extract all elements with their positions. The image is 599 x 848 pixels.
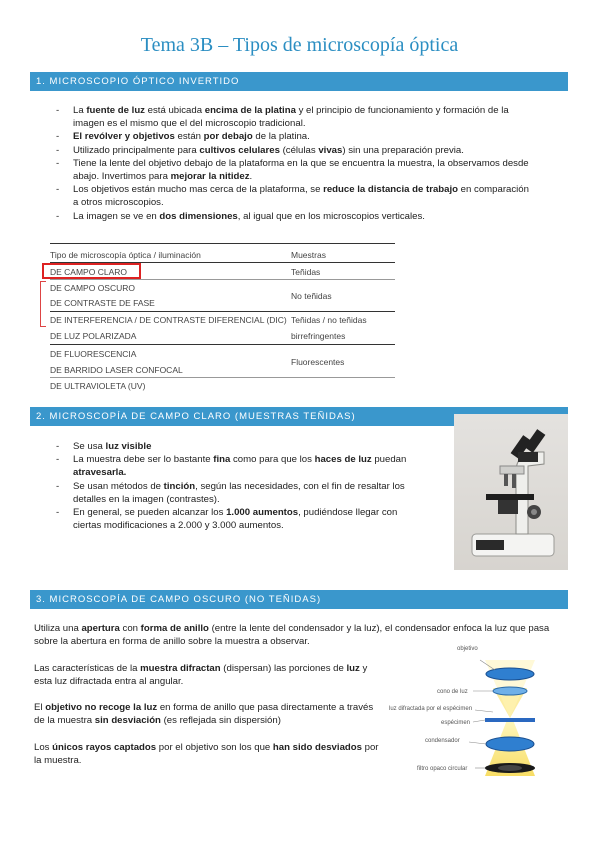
- table-header-type: Tipo de microscopía óptica / iluminación: [50, 250, 201, 260]
- list-item: - Se usan métodos de tinción, según las necesidades, con el fin de resaltar los detalles en la imagen (contrastes).: [56, 480, 426, 506]
- table-cell: DE CAMPO CLARO: [50, 267, 127, 277]
- dark-field-diagram: [385, 640, 570, 785]
- paragraph: Utiliza una apertura con forma de anillo (entre la lente del condensador y la luz), el condensador enfoca la luz que pasa sobre la abertura en forma de anillo sobre la muestra a observar.: [34, 623, 550, 648]
- table-cell: DE CONTRASTE DE FASE: [50, 298, 155, 308]
- table-cell: DE INTERFERENCIA / DE CONTRASTE DIFERENCIAL (DIC): [50, 315, 287, 325]
- list-item: - El revólver y objetivos están por debajo de la platina.: [56, 130, 534, 143]
- table-cell: DE CAMPO OSCURO: [50, 283, 136, 293]
- table-rule: [50, 344, 395, 345]
- table-cell: DE ULTRAVIOLETA (UV): [50, 381, 146, 391]
- list-item: - La fuente de luz está ubicada encima de la platina y el principio de funcionamiento y formación de la imagen es el mismo que el del microscopio tradicional.: [56, 104, 534, 130]
- table-cell: Fluorescentes: [291, 357, 345, 367]
- label-cono: cono de luz: [437, 689, 468, 695]
- microscope-photo: [454, 414, 568, 570]
- highlight-bracket: [40, 281, 46, 327]
- label-luz-difractada: luz difractada por el espécimen: [389, 706, 473, 712]
- table-cell: DE LUZ POLARIZADA: [50, 331, 137, 341]
- list-item: - Se usa luz visible: [56, 440, 426, 453]
- table-header-samples: Muestras: [291, 250, 326, 260]
- table-cell: No teñidas: [291, 291, 332, 301]
- list-item: - En general, se pueden alcanzar los 1.000 aumentos, pudiéndose llegar con ciertas modificaciones a 2.000 y 3.000 aumentos.: [56, 506, 426, 532]
- list-item: - Utilizado principalmente para cultivos celulares (células vivas) sin una preparación previa.: [56, 144, 534, 157]
- highlight-box: [42, 263, 141, 279]
- table-cell: Teñidas: [291, 267, 321, 277]
- list-item: - Tiene la lente del objetivo debajo de la plataforma en la que se encuentra la muestra, la observamos desde abajo. Invertimos para mejorar la nitidez.: [56, 157, 534, 183]
- table-rule: [50, 311, 395, 312]
- section-2-bullets: [56, 440, 426, 532]
- label-objetivo: objetivo: [457, 646, 478, 652]
- list-item: - La imagen se ve en dos dimensiones, al igual que en los microscopios verticales.: [56, 210, 534, 223]
- microscope-icon: [454, 414, 568, 570]
- section-header-2: 2. MICROSCOPÍA DE CAMPO CLARO (MUESTRAS TEÑIDAS): [30, 407, 568, 426]
- label-filtro: filtro opaco circular: [417, 766, 468, 772]
- table-rule: [50, 243, 395, 244]
- label-especimen: espécimen: [441, 720, 471, 726]
- table-cell: DE BARRIDO LASER CONFOCAL: [50, 365, 183, 375]
- table-rule: [50, 279, 395, 280]
- paragraph: El objetivo no recoge la luz en forma de anillo que pasa directamente a través de la muestra sin desviación (es reflejada sin dispersión): [34, 702, 374, 727]
- paragraph: Los únicos rayos captados por el objetivo son los que han sido desviados por la muestra.: [34, 742, 379, 767]
- table-cell: Teñidas / no teñidas: [291, 315, 367, 325]
- list-item: - Los objetivos están mucho mas cerca de la plataforma, se reduce la distancia de trabajo en comparación a otros microscopios.: [56, 183, 534, 209]
- section-header-1: 1. MICROSCOPIO ÓPTICO INVERTIDO: [30, 72, 568, 91]
- table-cell: DE FLUORESCENCIA: [50, 349, 137, 359]
- paragraph: Las características de la muestra difractan (dispersan) las porciones de luz y esta luz difractada entra al angular.: [34, 663, 368, 688]
- list-item: - La muestra debe ser lo bastante fina como para que los haces de luz puedan atravesarla.: [56, 453, 426, 479]
- section-header-3: 3. MICROSCOPÍA DE CAMPO OSCURO (NO TEÑIDAS): [30, 590, 568, 609]
- table-rule: [50, 377, 395, 378]
- table-cell: birrefringentes: [291, 331, 346, 341]
- section-1-bullets: [56, 104, 534, 223]
- page-title: Tema 3B – Tipos de microscopía óptica: [140, 34, 459, 56]
- label-condensador: condensador: [425, 738, 460, 744]
